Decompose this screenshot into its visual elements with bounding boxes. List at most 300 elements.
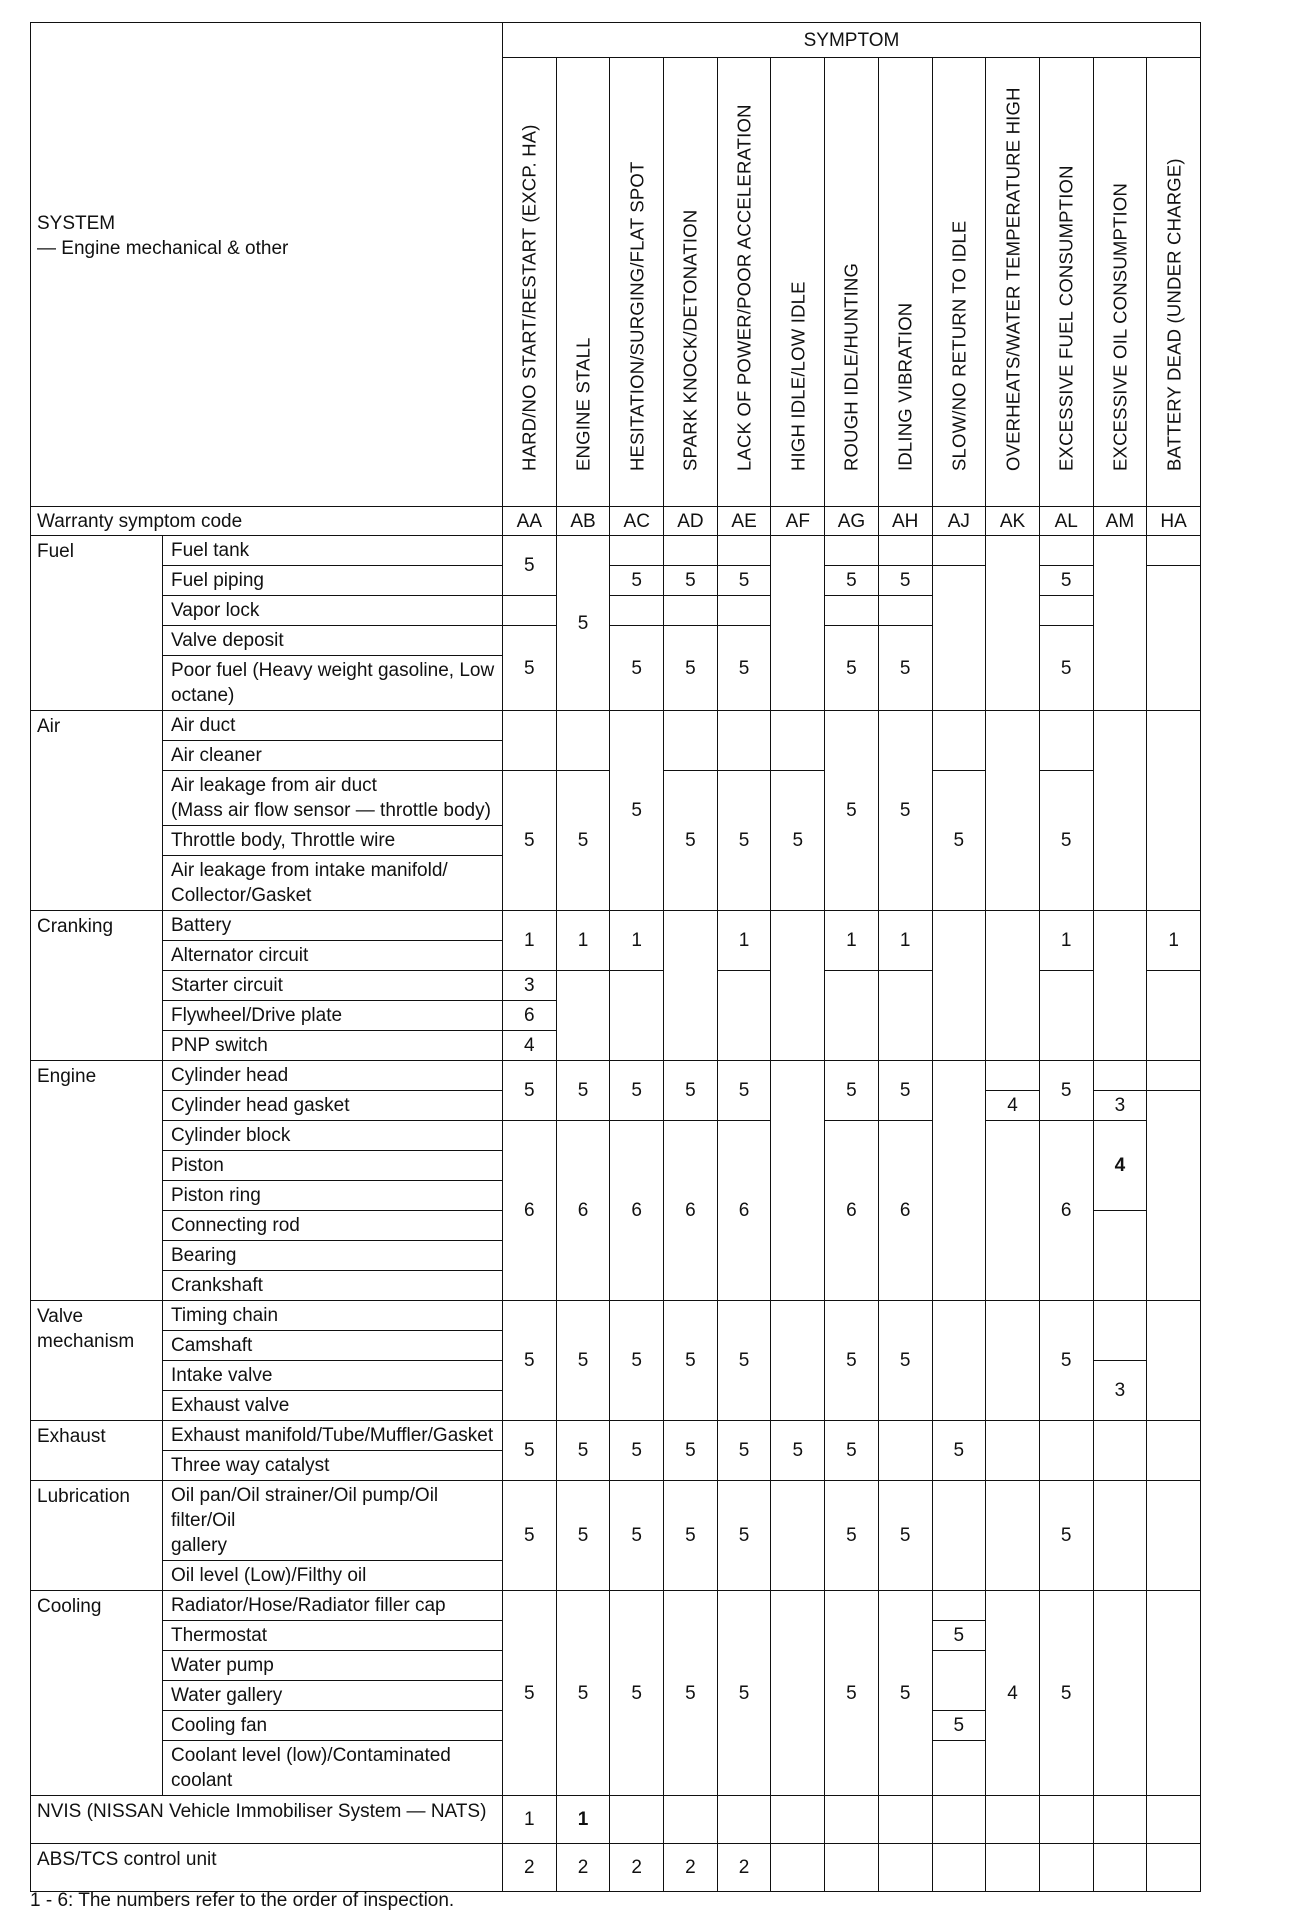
- inspection-order-value: 2: [577, 1857, 589, 1878]
- warranty-code-text: AC: [623, 510, 650, 532]
- system-item-name: Bearing: [171, 1245, 237, 1266]
- inspection-order-value: 5: [953, 1715, 965, 1736]
- inspection-order-value: 6: [685, 1200, 696, 1221]
- inspection-order-cell: [986, 1796, 1040, 1844]
- inspection-order-value: 5: [846, 1525, 857, 1546]
- system-group-name: Valve: [37, 1306, 84, 1327]
- inspection-order-value: 5: [899, 800, 911, 821]
- warranty-code: [878, 507, 932, 536]
- inspection-order-value: 5: [1060, 657, 1072, 679]
- inspection-order-value: 5: [631, 1350, 642, 1371]
- inspection-order-cell: [986, 711, 1040, 911]
- inspection-order-value: 5: [524, 1525, 535, 1546]
- system-item: [163, 1421, 503, 1451]
- inspection-order-cell: [825, 1421, 879, 1481]
- system-item: [163, 1271, 503, 1301]
- inspection-order-cell: [1093, 1301, 1147, 1361]
- inspection-order-value: 5: [685, 1350, 696, 1371]
- inspection-order-cell: [932, 1711, 986, 1741]
- warranty-code-text: AB: [570, 510, 596, 532]
- system-item: [163, 1651, 503, 1681]
- inspection-order-value: 2: [685, 1857, 696, 1878]
- inspection-order-cell: [986, 536, 1040, 711]
- system-group: [31, 1481, 163, 1591]
- inspection-order-value: 5: [846, 1440, 857, 1461]
- inspection-order-cell: [1147, 911, 1201, 971]
- symptom-column-header: [503, 58, 557, 507]
- inspection-order-cell: [610, 711, 664, 911]
- inspection-order-cell: [986, 1844, 1040, 1892]
- inspection-order-cell: [825, 1844, 879, 1892]
- system-group-name: Air: [37, 716, 61, 737]
- warranty-code: [556, 507, 610, 536]
- warranty-code: [664, 507, 718, 536]
- inspection-order-cell: [717, 1061, 771, 1121]
- inspection-order-cell: [825, 711, 879, 911]
- inspection-order-value: 3: [1114, 1380, 1126, 1401]
- system-group: [31, 1301, 163, 1421]
- inspection-order-value: 5: [899, 1682, 911, 1704]
- system-item-name: PNP switch: [171, 1035, 268, 1056]
- inspection-order-cell: [664, 911, 718, 1061]
- inspection-order-cell: [825, 971, 879, 1061]
- inspection-order-cell: [1039, 1421, 1093, 1481]
- inspection-order-cell: [878, 1301, 932, 1421]
- inspection-order-value: 5: [631, 800, 642, 821]
- diagnosis-table-container: [30, 22, 1201, 1892]
- inspection-order-cell: [664, 1061, 718, 1121]
- system-item: [163, 1241, 503, 1271]
- system-item-name: (Mass air flow sensor — throttle body): [171, 800, 491, 821]
- inspection-order-value: 5: [846, 800, 857, 821]
- system-item-name: Flywheel/Drive plate: [171, 1005, 343, 1026]
- inspection-order-cell: [664, 626, 718, 711]
- inspection-order-value: 5: [1060, 1525, 1072, 1546]
- warranty-code: [610, 507, 664, 536]
- symptom-column-header: [986, 58, 1040, 507]
- extra-system-label: ABS/TCS control unit: [37, 1849, 217, 1870]
- system-item-name: Exhaust valve: [171, 1395, 290, 1416]
- inspection-order-cell: [932, 1651, 986, 1711]
- inspection-order-cell: [932, 1591, 986, 1621]
- inspection-order-value: 5: [631, 1080, 642, 1101]
- inspection-order-cell: [556, 911, 610, 971]
- inspection-order-cell: [771, 1421, 825, 1481]
- symptom-name: HIGH IDLE/LOW IDLE: [787, 281, 809, 471]
- system-item: [163, 656, 503, 711]
- inspection-order-cell: [825, 566, 879, 596]
- system-item-name: gallery: [171, 1535, 227, 1556]
- inspection-order-cell: [825, 1121, 879, 1301]
- inspection-order-cell: [986, 1061, 1040, 1091]
- system-item-name: Vapor lock: [171, 600, 260, 621]
- warranty-code-text: AJ: [947, 510, 970, 532]
- symptom-column-header: [610, 58, 664, 507]
- inspection-order-cell: [503, 911, 557, 971]
- inspection-order-cell: [932, 711, 986, 771]
- inspection-order-value: 5: [846, 570, 857, 591]
- system-item: [163, 566, 503, 596]
- system-item: [163, 1211, 503, 1241]
- inspection-order-value: 5: [685, 1525, 696, 1546]
- inspection-order-cell: [878, 711, 932, 911]
- inspection-order-cell: [503, 1031, 557, 1061]
- inspection-order-cell: [503, 1421, 557, 1481]
- inspection-order-cell: [1147, 711, 1201, 911]
- inspection-order-cell: [717, 1421, 771, 1481]
- footnote: 1 - 6: The numbers refer to the order of inspection.: [30, 1890, 455, 1911]
- inspection-order-cell: [664, 1591, 718, 1796]
- inspection-order-value: 6: [524, 1200, 535, 1221]
- system-item-name: Timing chain: [171, 1305, 279, 1326]
- system-item: [163, 1391, 503, 1421]
- inspection-order-value: 1: [846, 930, 857, 951]
- inspection-order-cell: [1039, 1844, 1093, 1892]
- inspection-order-cell: [664, 711, 718, 771]
- system-item-name: octane): [171, 685, 235, 706]
- inspection-order-cell: [1039, 596, 1093, 626]
- warranty-code-text: AA: [516, 510, 543, 532]
- inspection-order-value: 4: [524, 1035, 535, 1056]
- inspection-order-cell: [664, 1301, 718, 1421]
- inspection-order-cell: [1039, 1796, 1093, 1844]
- inspection-order-value: 5: [631, 570, 642, 591]
- inspection-order-cell: [986, 1481, 1040, 1591]
- inspection-order-cell: [503, 1796, 557, 1844]
- inspection-order-cell: [503, 771, 557, 911]
- inspection-order-cell: [610, 971, 664, 1061]
- symptom-name: HESITATION/SURGING/FLAT SPOT: [626, 161, 648, 471]
- inspection-order-cell: [610, 626, 664, 711]
- inspection-order-cell: [503, 971, 557, 1001]
- inspection-order-cell: [1093, 1421, 1147, 1481]
- inspection-order-cell: [1093, 1591, 1147, 1796]
- inspection-order-value: 5: [738, 830, 750, 851]
- system-group-name: Fuel: [37, 541, 74, 562]
- inspection-order-value: 1: [524, 930, 535, 951]
- inspection-order-cell: [556, 771, 610, 911]
- system-item: [163, 1031, 503, 1061]
- inspection-order-cell: [1039, 566, 1093, 596]
- system-item-name: Battery: [171, 915, 232, 936]
- system-item-name: Fuel tank: [171, 540, 250, 561]
- inspection-order-cell: [610, 1301, 664, 1421]
- inspection-order-cell: [664, 566, 718, 596]
- system-item: [163, 1621, 503, 1651]
- inspection-order-cell: [717, 1301, 771, 1421]
- symptom-matrix-table: [30, 22, 1201, 1892]
- inspection-order-cell: [717, 1591, 771, 1796]
- inspection-order-value: 6: [846, 1200, 857, 1221]
- inspection-order-value: 5: [792, 1440, 804, 1461]
- symptom-column-header: [717, 58, 771, 507]
- inspection-order-cell: [771, 1061, 825, 1301]
- symptom-name: EXCESSIVE FUEL CONSUMPTION: [1055, 165, 1077, 471]
- inspection-order-cell: [932, 1741, 986, 1796]
- inspection-order-cell: [986, 1591, 1040, 1796]
- inspection-order-value: 5: [953, 830, 965, 851]
- symptom-column-header: [932, 58, 986, 507]
- inspection-order-cell: [878, 971, 932, 1061]
- inspection-order-cell: [1147, 1591, 1201, 1796]
- system-item-name: Alternator circuit: [171, 945, 309, 966]
- inspection-order-cell: [503, 1001, 557, 1031]
- system-item-name: Cylinder head: [171, 1065, 289, 1086]
- inspection-order-value: 5: [738, 1525, 750, 1546]
- inspection-order-value: 2: [631, 1857, 642, 1878]
- warranty-code-text: HA: [1160, 510, 1187, 532]
- system-item: [163, 596, 503, 626]
- inspection-order-cell: [932, 1621, 986, 1651]
- inspection-order-cell: [717, 711, 771, 771]
- inspection-order-value: 6: [899, 1200, 911, 1221]
- symptom-column-header: [1039, 58, 1093, 507]
- inspection-order-cell: [717, 536, 771, 566]
- inspection-order-cell: [986, 1091, 1040, 1121]
- inspection-order-cell: [610, 1421, 664, 1481]
- inspection-order-cell: [986, 911, 1040, 1061]
- inspection-order-cell: [878, 1061, 932, 1121]
- inspection-order-value: 3: [1114, 1095, 1126, 1116]
- system-group-name: Cranking: [37, 916, 114, 937]
- inspection-order-value: 2: [524, 1857, 535, 1878]
- system-item: [163, 856, 503, 911]
- inspection-order-cell: [610, 1121, 664, 1301]
- inspection-order-cell: [717, 971, 771, 1061]
- system-item: [163, 1481, 503, 1561]
- system-group: [31, 536, 163, 711]
- inspection-order-value: 5: [899, 657, 911, 679]
- system-item: [163, 741, 503, 771]
- warranty-code: [717, 507, 771, 536]
- symptom-name: SLOW/NO RETURN TO IDLE: [948, 220, 970, 471]
- system-group: [31, 911, 163, 1061]
- system-item-name: Oil pan/Oil strainer/Oil pump/Oil filter/Oil: [171, 1485, 439, 1531]
- inspection-order-cell: [503, 1061, 557, 1121]
- system-item-name: Intake valve: [171, 1365, 273, 1386]
- inspection-order-cell: [771, 911, 825, 1061]
- inspection-order-cell: [556, 711, 610, 771]
- system-item: [163, 1331, 503, 1361]
- inspection-order-value: 5: [577, 830, 589, 851]
- system-item-name: Crankshaft: [171, 1275, 263, 1296]
- inspection-order-value: 5: [1060, 570, 1072, 591]
- inspection-order-value: 5: [846, 1682, 857, 1704]
- system-group-name: Engine: [37, 1066, 97, 1087]
- inspection-order-cell: [986, 1121, 1040, 1301]
- inspection-order-value: 5: [631, 657, 642, 679]
- system-item: [163, 911, 503, 941]
- inspection-order-cell: [664, 1121, 718, 1301]
- inspection-order-value: 5: [524, 1682, 535, 1704]
- system-item: [163, 1181, 503, 1211]
- inspection-order-cell: [771, 711, 825, 771]
- system-item-name: Exhaust manifold/Tube/Muffler/Gasket: [171, 1425, 494, 1446]
- system-item-name: Thermostat: [171, 1625, 268, 1646]
- inspection-order-cell: [1039, 971, 1093, 1061]
- inspection-order-cell: [1039, 1301, 1093, 1421]
- inspection-order-value: 6: [1060, 1200, 1072, 1221]
- warranty-code: [825, 507, 879, 536]
- system-item: [163, 1361, 503, 1391]
- warranty-code-text: AL: [1054, 510, 1078, 532]
- symptom-name: EXCESSIVE OIL CONSUMPTION: [1109, 182, 1131, 471]
- inspection-order-cell: [771, 1481, 825, 1591]
- inspection-order-value: 4: [1114, 1155, 1126, 1176]
- inspection-order-cell: [932, 566, 986, 711]
- inspection-order-cell: [610, 1481, 664, 1591]
- inspection-order-cell: [878, 1421, 932, 1481]
- inspection-order-value: 1: [1168, 930, 1179, 951]
- inspection-order-cell: [878, 566, 932, 596]
- system-group: [31, 711, 163, 911]
- inspection-order-cell: [556, 1301, 610, 1421]
- inspection-order-value: 3: [524, 975, 535, 996]
- system-item-name: Three way catalyst: [171, 1455, 330, 1476]
- inspection-order-value: 5: [738, 1350, 750, 1371]
- inspection-order-value: 5: [524, 555, 535, 576]
- system-item: [163, 1091, 503, 1121]
- inspection-order-value: 5: [899, 570, 911, 591]
- inspection-order-cell: [878, 1481, 932, 1591]
- inspection-order-value: 2: [738, 1857, 750, 1878]
- inspection-order-cell: [503, 711, 557, 771]
- system-item-name: Water pump: [171, 1655, 274, 1676]
- inspection-order-cell: [771, 1591, 825, 1796]
- inspection-order-cell: [717, 1121, 771, 1301]
- symptom-column-header: [771, 58, 825, 507]
- inspection-order-cell: [878, 626, 932, 711]
- inspection-order-cell: [1147, 1061, 1201, 1091]
- inspection-order-cell: [1039, 911, 1093, 971]
- symptom-name: BATTERY DEAD (UNDER CHARGE): [1163, 158, 1185, 471]
- inspection-order-cell: [932, 536, 986, 566]
- inspection-order-cell: [1147, 1301, 1201, 1421]
- inspection-order-cell: [717, 1481, 771, 1591]
- inspection-order-cell: [1093, 1481, 1147, 1591]
- inspection-order-value: 5: [1060, 1350, 1072, 1371]
- inspection-order-cell: [610, 566, 664, 596]
- system-item: [163, 941, 503, 971]
- inspection-order-cell: [825, 536, 879, 566]
- symptom-header: [503, 23, 1201, 58]
- system-group-name: mechanism: [37, 1331, 135, 1352]
- system-item-name: Cylinder head gasket: [171, 1095, 350, 1116]
- inspection-order-cell: [932, 1301, 986, 1421]
- inspection-order-value: 5: [685, 1682, 696, 1704]
- system-item: [163, 1451, 503, 1481]
- inspection-order-cell: [556, 971, 610, 1061]
- inspection-order-cell: [825, 1061, 879, 1121]
- inspection-order-cell: [664, 771, 718, 911]
- inspection-order-value: 5: [846, 1080, 857, 1101]
- inspection-order-value: 1: [899, 930, 911, 951]
- inspection-order-value: 5: [631, 1440, 642, 1461]
- system-item-name: Piston ring: [171, 1185, 261, 1206]
- symptom-column-header: [1147, 58, 1201, 507]
- inspection-order-cell: [1093, 1844, 1147, 1892]
- inspection-order-value: 5: [846, 1350, 857, 1371]
- inspection-order-cell: [932, 1796, 986, 1844]
- inspection-order-cell: [1147, 1796, 1201, 1844]
- warranty-code-label: [31, 507, 503, 536]
- inspection-order-cell: [1039, 536, 1093, 566]
- inspection-order-cell: [503, 596, 557, 626]
- warranty-code-label-text: Warranty symptom code: [37, 510, 243, 532]
- inspection-order-cell: [503, 536, 557, 596]
- inspection-order-value: 6: [524, 1005, 535, 1026]
- inspection-order-cell: [717, 566, 771, 596]
- system-item: [163, 1741, 503, 1796]
- inspection-order-value: 5: [685, 830, 696, 851]
- inspection-order-value: 5: [792, 830, 804, 851]
- inspection-order-value: 5: [738, 657, 750, 679]
- inspection-order-cell: [878, 536, 932, 566]
- system-item-name: Coolant level (low)/Contaminated coolant: [171, 1745, 451, 1791]
- inspection-order-value: 5: [685, 657, 696, 679]
- inspection-order-cell: [878, 911, 932, 971]
- inspection-order-value: 6: [577, 1200, 589, 1221]
- system-item-name: Throttle body, Throttle wire: [171, 830, 396, 851]
- system-item-name: Camshaft: [171, 1335, 253, 1356]
- inspection-order-value: 6: [738, 1200, 750, 1221]
- system-item: [163, 711, 503, 741]
- symptom-column-header: [664, 58, 718, 507]
- inspection-order-cell: [1147, 1091, 1201, 1301]
- system-item-name: Cylinder block: [171, 1125, 291, 1146]
- inspection-order-cell: [556, 536, 610, 711]
- inspection-order-cell: [1039, 771, 1093, 911]
- inspection-order-cell: [986, 1301, 1040, 1421]
- symptom-name: ENGINE STALL: [572, 337, 594, 471]
- inspection-order-cell: [771, 1301, 825, 1421]
- inspection-order-cell: [717, 771, 771, 911]
- inspection-order-cell: [664, 1796, 718, 1844]
- inspection-order-cell: [825, 1301, 879, 1421]
- inspection-order-cell: [771, 1844, 825, 1892]
- inspection-order-cell: [1039, 1591, 1093, 1796]
- inspection-order-value: 5: [577, 1525, 589, 1546]
- symptom-name: HARD/NO START/RESTART (EXCP. HA): [518, 124, 540, 471]
- system-item: [163, 1121, 503, 1151]
- system-item-name: Fuel piping: [171, 570, 264, 591]
- inspection-order-cell: [556, 1421, 610, 1481]
- system-item: [163, 971, 503, 1001]
- inspection-order-cell: [610, 1061, 664, 1121]
- inspection-order-value: 5: [577, 1682, 589, 1704]
- inspection-order-cell: [1147, 1844, 1201, 1892]
- warranty-code-text: AG: [837, 510, 866, 532]
- inspection-order-cell: [878, 1844, 932, 1892]
- inspection-order-cell: [1039, 1481, 1093, 1591]
- inspection-order-cell: [932, 1061, 986, 1301]
- system-group-name: Lubrication: [37, 1486, 130, 1507]
- inspection-order-cell: [878, 596, 932, 626]
- inspection-order-cell: [556, 1796, 610, 1844]
- extra-system-row: [31, 1844, 503, 1892]
- inspection-order-cell: [556, 1481, 610, 1591]
- inspection-order-value: 5: [524, 657, 535, 679]
- inspection-order-cell: [610, 596, 664, 626]
- inspection-order-value: 5: [738, 1080, 750, 1101]
- system-item: [163, 1591, 503, 1621]
- inspection-order-cell: [556, 1061, 610, 1121]
- inspection-order-cell: [664, 536, 718, 566]
- inspection-order-cell: [1147, 1481, 1201, 1591]
- inspection-order-cell: [503, 626, 557, 711]
- inspection-order-value: 5: [577, 1080, 589, 1101]
- inspection-order-value: 4: [1007, 1682, 1018, 1704]
